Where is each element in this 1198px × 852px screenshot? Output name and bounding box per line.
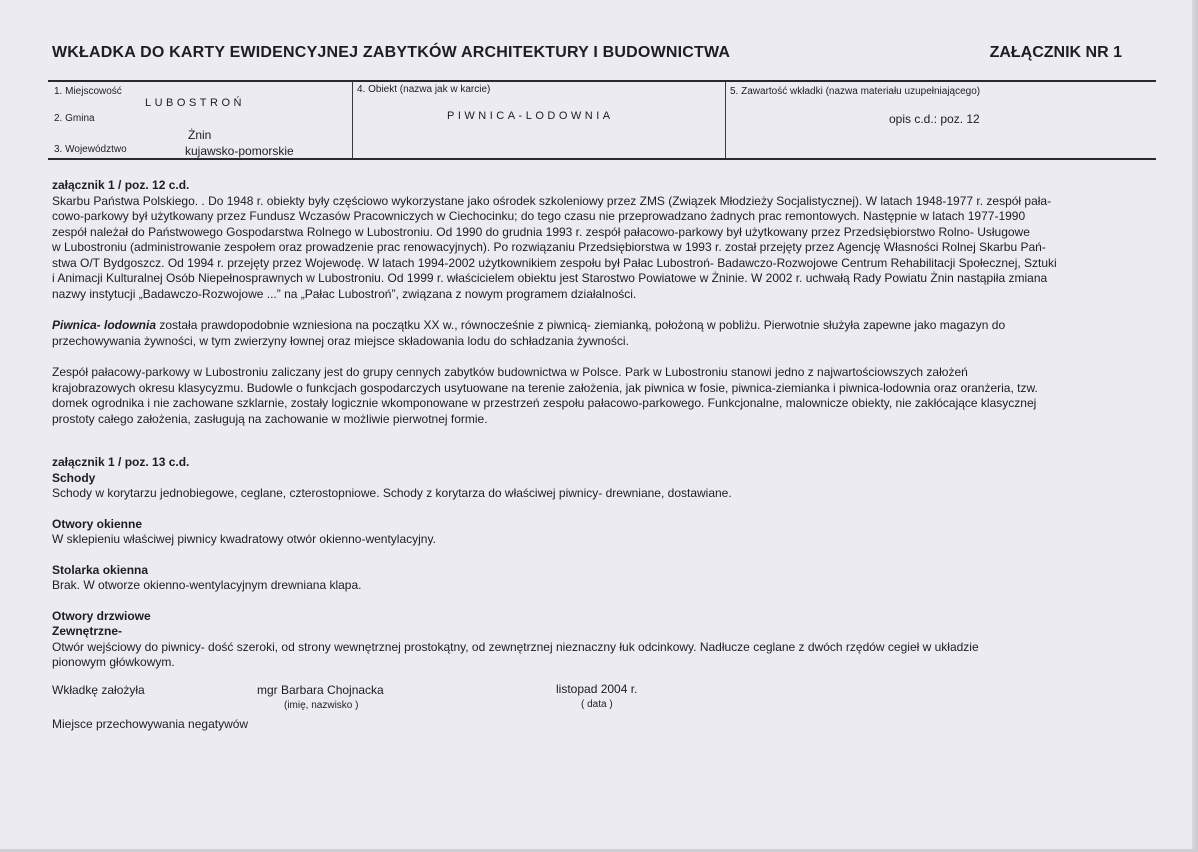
subsection-text: Brak. W otworze okienno-wentylacyjnym drewniana klapa.	[52, 578, 362, 592]
section-poz13	[52, 455, 1142, 671]
subsection-text: Otwór wejściowy do piwnicy- dość szeroki, od strony wewnętrznej prostokątny, od zewnętrznej nieznaczny łuk odcinkowy. Nadłucze ceglane z dwóch rzędów cegieł w układzie	[52, 639, 979, 654]
section-heading: załącznik 1 / poz. 12 c.d.	[52, 178, 190, 192]
obiekt-value: PIWNICA-LODOWNIA	[447, 110, 614, 122]
date-value: listopad 2004 r.	[556, 682, 638, 696]
miejscowosc-value: LUBOSTROŃ	[145, 97, 245, 109]
form-bottom-rule	[48, 158, 1156, 160]
author-name: mgr Barbara Chojnacka	[257, 683, 384, 697]
miejscowosc-label: 1. Miejscowość	[54, 86, 122, 97]
negatives-location-label: Miejsce przechowywania negatywów	[52, 717, 249, 731]
obiekt-label: 4. Obiekt (nazwa jak w karcie)	[357, 84, 491, 95]
subsection-subheading: Zewnętrzne-	[52, 624, 123, 638]
wojewodztwo-value: kujawsko-pomorskie	[185, 144, 294, 158]
date-hint: ( data )	[581, 699, 613, 710]
gmina-label: 2. Gmina	[54, 113, 95, 124]
description-paragraph	[52, 318, 1142, 334]
subsection-text: Schody w korytarzu jednobiegowe, ceglane, czterostopniowe. Schody z korytarza do właściwej piwnicy- drewniane, dostawiane.	[52, 486, 732, 500]
subsection-heading: Stolarka okienna	[52, 562, 149, 577]
subsection-heading: Schody	[52, 470, 96, 485]
subsection-text: pionowym główkowym.	[52, 655, 175, 669]
subsection-heading: Otwory drzwiowe	[52, 608, 151, 623]
history-line: zespół należał do Państwowego Gospodarstwa Rolnego w Lubostroniu. Od 1990 do grudnia 1993 r. zespół pałacowo-parkowy był użytkowany przez Przedsiębiorstwo Rolno- Usługowe	[52, 224, 1030, 239]
zawartosc-value: opis c.d.: poz. 12	[889, 112, 980, 126]
subsection-heading: Otwory okienne	[52, 516, 143, 531]
assessment-line: prostoty całego założenia, zasługują na zachowanie w możliwie pierwotnej formie.	[52, 411, 488, 426]
history-line: i Animacji Kulturalnej Osób Niepełnosprawnych w Lubostroniu. Od 1999 r. właścicielem obiektu jest Starostwo Powiatowe w Żninie. W 2002 r. uchwałą Rady Powiatu Żnin nastąpiła zmiana	[52, 271, 1048, 285]
author-hint: (imię, nazwisko )	[284, 700, 359, 711]
assessment-line: Zespół pałacowy-parkowy w Lubostroniu zaliczany jest do grupy cennych zabytków budownictwa w Polsce. Park w Lubostroniu stanowi jedno z najwartościowszych założeń	[52, 365, 968, 379]
form-column-divider	[352, 81, 353, 159]
section-poz12	[52, 178, 1142, 427]
subsection-text: W sklepieniu właściwej piwnicy kwadratowy otwór okienno-wentylacyjny.	[52, 532, 436, 546]
history-line: Skarbu Państwa Polskiego. . Do 1948 r. obiekty były częściowo wykorzystane jako ośrodek szkoleniowy przez ZMS (Związek Młodzieży Socjalistycznej). W latach 1948-1977 r. zespół pała-	[52, 193, 1052, 208]
zawartosc-label: 5. Zawartość wkładki (nazwa materiału uzupełniającego)	[730, 86, 981, 97]
document-title: WKŁADKA DO KARTY EWIDENCYJNEJ ZABYTKÓW ARCHITEKTURY I BUDOWNICTWA	[52, 44, 731, 61]
author-label: Wkładkę założyła	[52, 683, 145, 697]
form-column-divider	[725, 81, 726, 159]
gmina-value: Żnin	[188, 128, 212, 142]
history-line: nazwy instytucji „Badawczo-Rozwojowe ...” na „Pałac Lubostroń”, związana z nowym programem działalności.	[52, 286, 637, 301]
object-name-emphasis: Piwnica- lodownia	[52, 318, 157, 332]
history-line: stwa O/T Bydgoszcz. Od 1994 r. przejęty przez Wojewodę. W latach 1994-2002 użytkownikiem zespołu był Pałac Lubostroń- Badawczo-Rozwojowe Centrum Rehabilitacji Społecznej, Sztuki	[52, 255, 1057, 270]
assessment-line: krajobrazowych okresu klasycyzmu. Budowle o funkcjach gospodarczych usytuowane na terenie założenia, jak piwnica w fosie, piwnica-ziemianka i piwnica-lodownia oraz oranżeria, tzw.	[52, 380, 1038, 395]
description-line: przechowywania żywności, w tym zwierzyny łownej oraz miejsce składowania lodu do schładzania żywności.	[52, 333, 629, 348]
scan-edge	[1192, 0, 1198, 852]
form-top-rule	[48, 80, 1156, 82]
history-line: w Lubostroniu (administrowanie zespołem oraz prowadzenie prac renowacyjnych). Po rozwiązaniu Przedsiębiorstwa w 1993 r. został przejęty przez Agencję Własności Rolnej Skarbu Pań-	[52, 240, 1046, 254]
description-text: została prawdopodobnie wzniesiona na początku XX w., równocześnie z piwnicą- ziemianką, położoną w pobliżu. Pierwotnie służyła zapewne jako magazyn do	[156, 318, 1006, 332]
assessment-line: domek ogrodnika i nie zachowane szklarnie, zostały logicznie wkomponowane w przestrzeń zespołu pałacowo-parkowego. Funkcjonalne, malownicze obiekty, nie zakłócające klasycznej	[52, 396, 1037, 410]
section-heading: załącznik 1 / poz. 13 c.d.	[52, 455, 190, 469]
wojewodztwo-label: 3. Województwo	[54, 144, 127, 155]
history-line: cowo-parkowy był użytkowany przez Fundusz Wczasów Pracowniczych w Ciechocinku; do tego czasu nie przeprowadzano żadnych prac remontowych. Następnie w latach 1977-1990	[52, 209, 1026, 223]
annex-number: ZAŁĄCZNIK NR 1	[989, 44, 1122, 61]
